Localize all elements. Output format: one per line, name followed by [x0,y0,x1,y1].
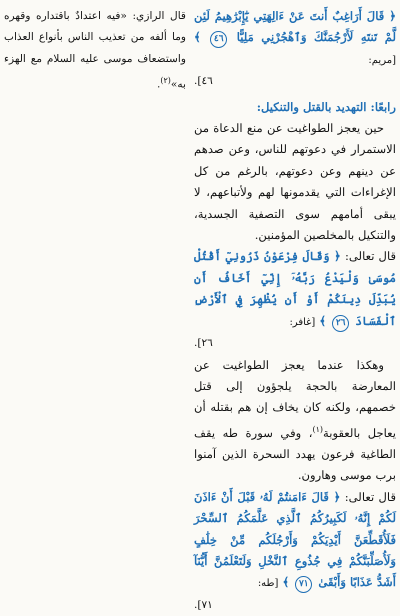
reference-tail: ٤٦]. [194,75,213,88]
side-column [4,6,186,96]
surah-reference: [طه: [257,578,279,590]
ayah-maryam-block [194,6,396,93]
razi-quote: قال الرازي: «فيه اعتدادٌ باقتداره وقهره وما ألفه من تعذيب الناس بأنواع العذاب واستضعاف موسى عليه السلام مع الهزء به»$^{(٢)}$. [4,10,186,91]
surah-reference: [مريم: [368,54,396,66]
paragraph-2: وهكذا عندما يعجز الطواغيت عن المعارضة بالحجة يلجؤون إلى قتل خصمهم، ولكنه كان يخاف إن هم بقتله أن يعاجل بالعقوبة$^{(١)}$، وفي سورة طه يقف الطاغية فرعون يهدد السحرة الذين آمنوا برب موسى وهارون. [194,357,396,483]
ayah-ghafir-block [194,246,396,354]
ayah-maryam: ﴿ قَالَ أَرَاغِبٌ أَنتَ عَنْ ءَالِهَتِي يَٰٓإِبْرَٰهِيمُ لَئِن لَّمْ تَنتَهِ لَأَرْجُمَنَّكَ وَٱهْجُرْنِي مَلِيًّا ٤٦ ﴾ [مريم: [194,9,396,66]
footnote-marker: (٢) [160,76,171,86]
footnote-marker: (١) [312,424,324,434]
reference-tail: ٢٦]. [194,337,213,350]
reference-tail: ٧١]. [194,598,213,611]
surah-reference: [غافر: [289,316,316,328]
ayah-taha-block [194,487,396,616]
verse-number-icon: ٧١ [295,576,312,593]
section-heading: رابعًا: التهديد بالقتل والتنكيل: [256,99,396,114]
ayah-taha: ﴿ قَالَ ءَامَنتُمْ لَهُۥ قَبْلَ أَنْ ءَاذَنَ لَكُمْ إِنَّهُۥ لَكَبِيرُكُمُ ٱلَّذِي عَلَّمَكُمُ ٱلسِّحْرَ فَلَأُقَطِّعَنَّ أَيْدِيَكُمْ وَأَرْجُلَكُم مِّنْ خِلَٰفٍ وَلَأُصَلِّبَنَّكُمْ فِي جُذُوعِ ٱلنَّخْلِ وَلَتَعْلَمُنَّ أَيُّنَآ أَشَدُّ عَذَابًا وَأَبْقَىٰ ٧١ ﴾ [194,490,396,590]
verse-number-icon: ٢٦ [332,315,349,332]
main-column [194,6,396,616]
paragraph-1: حين يعجز الطواغيت عن منع الدعاة من الاستمرار في دعوتهم للناس، وعن صدهم عن دينهم وعن دعوتهم، بالرغم من كل الإغراءات التي يقدمونها لهم ولأتباعهم، لا يبقى أمامهم سوى التصفية الجسدية، والتنكيل بالمخلصين المؤمنين. [194,121,396,243]
ayah-ghafir: ﴿ وَقَالَ فِرْعَوْنُ ذَرُونِيٓ أَقْتُلْ مُوسَىٰ وَلْيَدْعُ رَبَّهُۥٓ إِنِّيٓ أَخَافُ أَن يُبَدِّلَ دِينَكُمْ أَوْ أَن يُظْهِرَ فِي ٱلْأَرْضِ ٱلْفَسَادَ ٢٦ ﴾ [194,249,396,327]
verse-number-icon: ٤٦ [210,31,227,48]
qala-label: قال تعالى: [344,489,396,504]
qala-label: قال تعالى: [344,249,397,264]
